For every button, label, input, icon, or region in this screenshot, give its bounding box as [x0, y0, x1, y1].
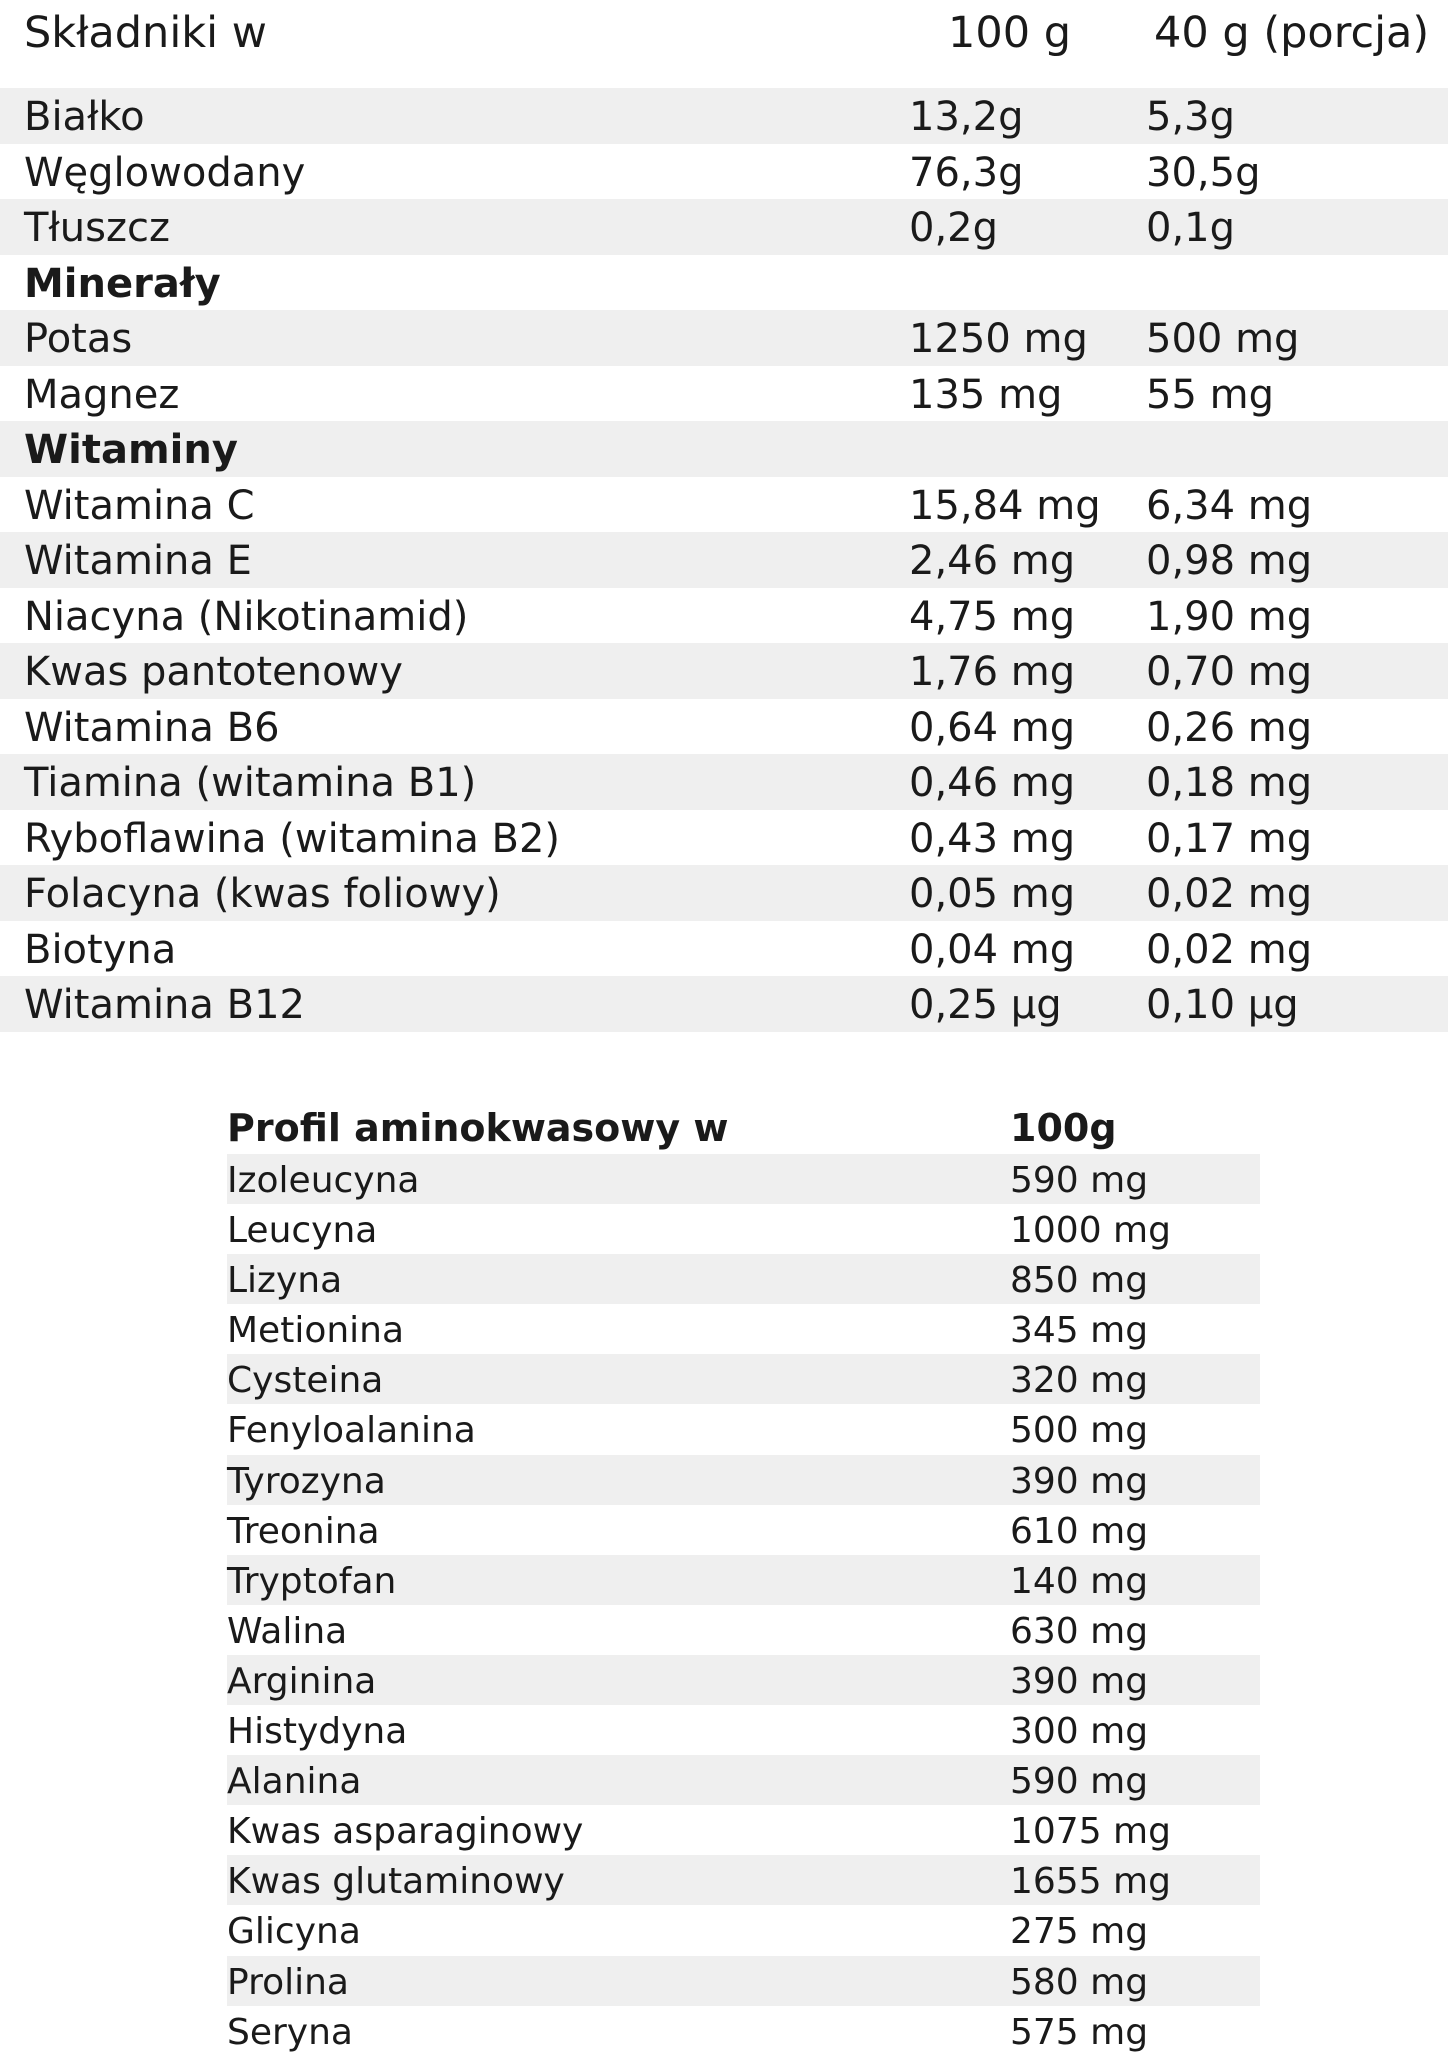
- amino-acid-row: [227, 1755, 1260, 1805]
- nutrient-value-portion: 1,90 mg: [1146, 593, 1313, 640]
- nutrition-header-portion: 40 g (porcja): [1154, 8, 1430, 58]
- amino-acid-row: [227, 1455, 1260, 1505]
- nutrient-value-100g: 0,2g: [909, 205, 999, 251]
- nutrient-name: Węglowodany: [24, 149, 306, 196]
- nutrient-row: [0, 699, 1448, 755]
- amino-acid-row: [227, 1956, 1260, 2006]
- amino-acid-value: 575 mg: [1010, 2011, 1149, 2053]
- section-heading-row: [0, 421, 1448, 477]
- nutrient-value-100g: 0,43 mg: [909, 815, 1076, 862]
- nutrient-value-portion: 55 mg: [1146, 371, 1274, 418]
- amino-acid-name: Lizyna: [227, 1260, 343, 1302]
- nutrient-value-portion: 0,98 mg: [1146, 538, 1313, 584]
- amino-acid-value: 275 mg: [1010, 1911, 1149, 1953]
- amino-acid-row: [227, 1404, 1260, 1454]
- nutrient-value-100g: 15,84 mg: [909, 482, 1101, 529]
- nutrient-row: [0, 921, 1448, 977]
- nutrition-header-label: Składniki w: [24, 8, 267, 58]
- nutrient-value-100g: 4,75 mg: [909, 593, 1076, 640]
- nutrient-row: [0, 754, 1448, 810]
- nutrient-value-100g: 0,64 mg: [909, 704, 1076, 751]
- amino-acid-row: [227, 1154, 1260, 1204]
- amino-acid-row: [227, 1705, 1260, 1755]
- nutrient-name: Niacyna (Nikotinamid): [24, 593, 469, 640]
- nutrient-value-portion: 500 mg: [1146, 316, 1300, 362]
- nutrient-row: [0, 144, 1448, 200]
- amino-acid-name: Kwas asparaginowy: [227, 1811, 584, 1853]
- amino-acid-value: 590 mg: [1010, 1160, 1149, 1201]
- amino-rows: [0, 1154, 1448, 2056]
- nutrient-row: [0, 366, 1448, 422]
- nutrient-name: Białko: [24, 94, 145, 140]
- nutrient-row: [0, 588, 1448, 644]
- amino-acid-row: [227, 1655, 1260, 1705]
- nutrient-name: Minerały: [24, 260, 221, 307]
- nutrient-value-100g: 13,2g: [909, 94, 1024, 140]
- amino-acid-value: 390 mg: [1010, 1660, 1149, 1702]
- nutrient-value-portion: 0,02 mg: [1146, 926, 1313, 973]
- nutrient-value-portion: 30,5g: [1146, 149, 1261, 196]
- nutrient-value-portion: 0,1g: [1146, 205, 1236, 251]
- nutrient-value-portion: 6,34 mg: [1146, 482, 1313, 529]
- amino-acid-name: Tryptofan: [227, 1560, 397, 1602]
- amino-acid-value: 610 mg: [1010, 1510, 1149, 1552]
- amino-acid-value: 1075 mg: [1010, 1811, 1171, 1853]
- nutrient-value-100g: 0,04 mg: [909, 926, 1076, 973]
- amino-acid-name: Metionina: [227, 1310, 405, 1352]
- nutrient-value-100g: 2,46 mg: [909, 538, 1076, 584]
- amino-table-header: [0, 1100, 1448, 1154]
- nutrient-value-100g: 0,46 mg: [909, 760, 1076, 806]
- nutrient-value-portion: 0,70 mg: [1146, 649, 1313, 695]
- amino-acid-name: Histydyna: [227, 1711, 408, 1753]
- amino-acid-name: Treonina: [227, 1510, 380, 1552]
- nutrient-value-100g: 0,25 µg: [909, 982, 1062, 1028]
- amino-acid-value: 850 mg: [1010, 1260, 1149, 1302]
- section-heading-row: [0, 255, 1448, 311]
- nutrient-name: Witamina E: [24, 538, 252, 584]
- amino-acid-name: Alanina: [227, 1761, 362, 1803]
- amino-acid-name: Tyrozyna: [227, 1460, 386, 1502]
- nutrient-name: Ryboflawina (witamina B2): [24, 815, 561, 862]
- amino-acid-value: 590 mg: [1010, 1761, 1149, 1803]
- nutrient-value-100g: 135 mg: [909, 371, 1063, 418]
- amino-acid-name: Arginina: [227, 1660, 377, 1702]
- nutrient-row: [0, 643, 1448, 699]
- amino-acid-row: [227, 1505, 1260, 1555]
- nutrient-row: [0, 199, 1448, 255]
- amino-acid-value: 390 mg: [1010, 1460, 1149, 1502]
- nutrition-header-100g: 100 g: [948, 8, 1072, 58]
- nutrient-row: [0, 477, 1448, 533]
- nutrient-name: Tłuszcz: [24, 205, 170, 251]
- amino-acid-row: [227, 1855, 1260, 1905]
- amino-acid-value: 320 mg: [1010, 1360, 1149, 1402]
- amino-acid-row: [227, 1905, 1260, 1955]
- amino-acid-value: 1000 mg: [1010, 1210, 1171, 1252]
- amino-acid-value: 500 mg: [1010, 1410, 1149, 1452]
- amino-acid-value: 1655 mg: [1010, 1861, 1171, 1903]
- amino-acid-row: [227, 1354, 1260, 1404]
- amino-header-100g: 100g: [1010, 1106, 1117, 1150]
- amino-acid-row: [227, 1304, 1260, 1354]
- amino-acid-name: Fenyloalanina: [227, 1410, 476, 1452]
- amino-acid-row: [227, 1805, 1260, 1855]
- nutrient-name: Tiamina (witamina B1): [24, 760, 477, 806]
- nutrient-row: [0, 310, 1448, 366]
- nutrient-value-portion: 0,17 mg: [1146, 815, 1313, 862]
- amino-acid-name: Prolina: [227, 1961, 349, 2003]
- nutrient-name: Kwas pantotenowy: [24, 649, 403, 695]
- amino-acid-row: [227, 1204, 1260, 1254]
- nutrition-rows: [0, 88, 1448, 1032]
- amino-acid-name: Izoleucyna: [227, 1160, 420, 1201]
- amino-acid-table: [0, 1100, 1448, 2056]
- amino-acid-value: 140 mg: [1010, 1560, 1149, 1602]
- nutrient-value-100g: 0,05 mg: [909, 871, 1076, 917]
- nutrient-name: Magnez: [24, 371, 180, 418]
- amino-acid-row: [227, 1605, 1260, 1655]
- nutrient-value-100g: 76,3g: [909, 149, 1024, 196]
- nutrient-row: [0, 865, 1448, 921]
- nutrient-name: Witamina C: [24, 482, 255, 529]
- nutrient-value-100g: 1250 mg: [909, 316, 1088, 362]
- nutrient-name: Biotyna: [24, 926, 177, 973]
- amino-acid-name: Kwas glutaminowy: [227, 1861, 565, 1903]
- amino-acid-name: Leucyna: [227, 1210, 378, 1252]
- nutrient-value-portion: 0,26 mg: [1146, 704, 1313, 751]
- nutrient-value-100g: 1,76 mg: [909, 649, 1076, 695]
- amino-acid-row: [227, 1555, 1260, 1605]
- nutrient-name: Folacyna (kwas foliowy): [24, 871, 501, 917]
- amino-acid-value: 300 mg: [1010, 1711, 1149, 1753]
- nutrient-value-portion: 0,10 µg: [1146, 982, 1299, 1028]
- amino-header-label: Profil aminokwasowy w: [227, 1106, 729, 1150]
- amino-acid-name: Seryna: [227, 2011, 353, 2053]
- amino-acid-value: 630 mg: [1010, 1610, 1149, 1652]
- nutrient-value-portion: 0,02 mg: [1146, 871, 1313, 917]
- nutrient-row: [0, 810, 1448, 866]
- amino-acid-value: 345 mg: [1010, 1310, 1149, 1352]
- nutrient-row: [0, 976, 1448, 1032]
- nutrient-value-portion: 5,3g: [1146, 94, 1236, 140]
- nutrient-row: [0, 88, 1448, 144]
- nutrition-table-header: [0, 0, 1448, 88]
- nutrient-name: Potas: [24, 316, 133, 362]
- nutrient-value-portion: 0,18 mg: [1146, 760, 1313, 806]
- nutrient-name: Witaminy: [24, 427, 238, 473]
- amino-acid-name: Walina: [227, 1610, 348, 1652]
- amino-acid-row: [227, 2006, 1260, 2056]
- amino-acid-name: Glicyna: [227, 1911, 361, 1953]
- nutrient-name: Witamina B6: [24, 704, 280, 751]
- nutrient-row: [0, 532, 1448, 588]
- amino-acid-row: [227, 1254, 1260, 1304]
- nutrient-name: Witamina B12: [24, 982, 305, 1028]
- amino-acid-name: Cysteina: [227, 1360, 384, 1402]
- amino-acid-value: 580 mg: [1010, 1961, 1149, 2003]
